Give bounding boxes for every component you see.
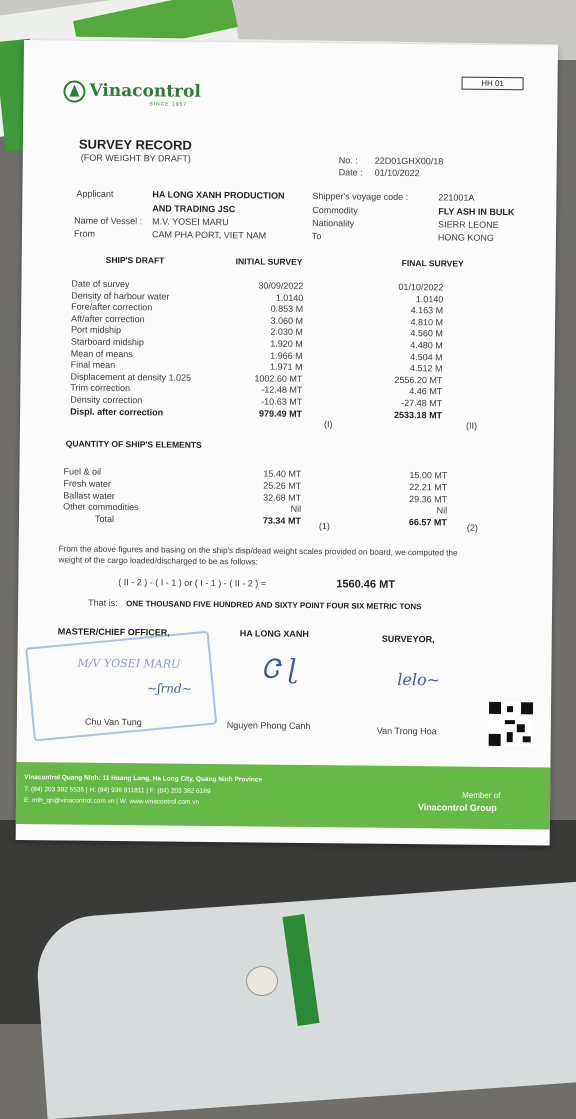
qr-code-icon <box>489 702 533 746</box>
date-value: 01/10/2022 <box>374 167 420 179</box>
commodity-label: Commodity <box>312 205 358 216</box>
computation-text-2: weight of the cargo loaded/discharged to be as follows: <box>58 555 258 567</box>
brand-name: Vinacontrol <box>89 80 201 102</box>
vinacontrol-logo-icon <box>63 80 85 102</box>
element-cell-initial: 25.26 MT <box>263 480 302 491</box>
draft-cell-final: 4.810 M <box>410 316 444 328</box>
words-label: That is: <box>88 597 118 609</box>
master-signature: ~ʃrnd~ <box>147 681 192 696</box>
draft-cell-initial: 1.966 M <box>270 350 303 361</box>
document-subtitle: (FOR WEIGHT BY DRAFT) <box>80 152 191 164</box>
applicant-value-2: AND TRADING JSC <box>152 203 236 215</box>
draft-cell-label: Density of harbour water <box>71 290 170 302</box>
surveyor-name: Van Trong Hoa <box>376 725 437 737</box>
draft-cell-final: 4.560 M <box>410 328 443 339</box>
no-value: 22D01GHX00/18 <box>374 155 444 167</box>
draft-cell-final: 1.0140 <box>415 293 444 304</box>
elements-initial-marker: (1) <box>318 521 330 532</box>
draft-cell-initial: 1.971 M <box>270 361 303 373</box>
company-signature: Ꮳ ɭ <box>261 654 298 685</box>
element-cell-initial: 15.40 MT <box>263 468 302 479</box>
document-title: SURVEY RECORD <box>78 136 192 153</box>
from-label: From <box>73 228 96 239</box>
applicant-value: HA LONG XANH PRODUCTION <box>152 189 285 201</box>
footer-phone: T: (84) 203 382 5535 | H: (84) 936 911811 | F: (84) 203 382 6169 <box>24 786 211 795</box>
date-label: Date : <box>338 167 363 178</box>
draft-cell-label: Aft/after correction <box>71 313 145 325</box>
from-value: CAM PHA PORT, VIET NAM <box>151 229 267 241</box>
voyage-label: Shipper's voyage code : <box>312 191 409 203</box>
draft-cell-label: Mean of means <box>70 348 133 359</box>
computation-formula: ( II - 2 ) - ( I - 1 ) or ( I - 1 ) - ( II - 2 ) = <box>118 577 267 589</box>
draft-cell-initial: 1.0140 <box>275 292 304 303</box>
form-code: HH 01 <box>462 77 524 91</box>
surveyor-title: SURVEYOR, <box>381 633 435 645</box>
draft-cell-final: 4.480 M <box>410 340 443 351</box>
element-cell-initial: 73.34 MT <box>262 515 302 527</box>
draft-cell-label: Density correction <box>70 394 143 406</box>
footer-address: Vinacontrol Quang Ninh: 11 Hoang Long, Ha Long City, Quang Ninh Province <box>24 774 263 784</box>
draft-cell-final: 01/10/2022 <box>398 281 444 293</box>
element-cell-label: Other commodities <box>63 501 139 513</box>
col-final-survey: FINAL SURVEY <box>401 257 464 269</box>
element-cell-initial: Nil <box>290 504 302 515</box>
company-title: HA LONG XANH <box>239 628 310 640</box>
draft-cell-label: Final mean <box>70 359 116 371</box>
draft-cell-label: Displ. after correction <box>70 406 164 418</box>
draft-cell-label: Starboard midship <box>70 336 144 348</box>
col-ships-draft: SHIP'S DRAFT <box>105 254 165 266</box>
member-group: Vinacontrol Group <box>417 802 497 813</box>
surveyor-signature: lelo~ <box>397 669 441 690</box>
stamp-text: M/V YOSEI MARU <box>77 656 181 671</box>
element-cell-label: Fresh water <box>63 478 111 489</box>
draft-cell-label: Port midship <box>70 324 122 336</box>
element-cell-final: 29.36 MT <box>409 493 448 505</box>
draft-cell-initial: 3.060 M <box>270 315 304 326</box>
nationality-value: SIERR LEONE <box>438 219 499 230</box>
element-cell-label: Fuel & oil <box>63 466 102 477</box>
vessel-label: Name of Vessel : <box>74 215 143 227</box>
nationality-label: Nationality <box>312 218 355 229</box>
result-in-words: ONE THOUSAND FIVE HUNDRED AND SIXTY POINT FOUR SIX METRIC TONS <box>126 599 422 612</box>
draft-cell-final: 2533.18 MT <box>394 409 443 420</box>
master-name: Chu Van Tung <box>84 716 142 728</box>
draft-cell-final: 4.504 M <box>410 351 443 362</box>
master-title: MASTER/CHIEF OFFICER, <box>57 626 170 638</box>
company-name: Nguyen Phong Canh <box>226 720 311 732</box>
elements-final-marker: (2) <box>466 522 478 533</box>
computation-result: 1560.46 MT <box>336 578 396 591</box>
element-cell-initial: 32.68 MT <box>263 492 302 503</box>
no-label: No. : <box>338 155 358 166</box>
draft-cell-initial: 0.853 M <box>270 303 304 315</box>
draft-cell-final: 4.512 M <box>410 363 443 374</box>
draft-cell-initial: 1002.60 MT <box>254 373 303 384</box>
draft-cell-initial: 979.49 MT <box>259 408 303 419</box>
initial-marker: (I) <box>323 419 333 430</box>
draft-cell-initial: -10.63 MT <box>261 396 303 407</box>
draft-cell-label: Trim correction <box>70 382 131 394</box>
draft-cell-initial: -12.48 MT <box>261 384 303 396</box>
voyage-value: 221001A <box>438 192 475 203</box>
draft-cell-initial: 1.920 M <box>270 338 303 349</box>
elements-heading: QUANTITY OF SHIP'S ELEMENTS <box>65 438 202 450</box>
draft-cell-initial: 2.030 M <box>270 326 304 338</box>
draft-cell-label: Displacement at density 1.025 <box>70 371 192 383</box>
element-cell-label: Ballast water <box>63 490 115 501</box>
to-value: HONG KONG <box>437 232 495 243</box>
survey-document <box>16 40 558 846</box>
draft-cell-final: 4.163 M <box>410 305 444 316</box>
to-label: To <box>311 231 322 242</box>
commodity-value: FLY ASH IN BULK <box>438 206 515 218</box>
document-footer <box>16 762 551 830</box>
draft-cell-final: 2556.20 MT <box>394 374 443 386</box>
element-cell-label: Total <box>94 513 115 525</box>
final-marker: (II) <box>465 420 478 431</box>
col-initial-survey: INITIAL SURVEY <box>235 256 303 267</box>
brand-since: SINCE 1957 <box>149 101 188 108</box>
computation-text: From the above figures and basing on the ship's disp/dead weight scales provided on board, we computed the <box>58 544 458 558</box>
draft-cell-final: 4.46 MT <box>409 386 443 397</box>
shirt-button <box>246 966 278 996</box>
member-of: Member of <box>462 790 501 801</box>
footer-web: E: mth_qn@vinacontrol.com.vn | W: www.vinacontrol.com.vn <box>23 797 200 806</box>
element-cell-final: 15.00 MT <box>409 470 448 481</box>
element-cell-final: 22.21 MT <box>409 481 448 493</box>
vessel-value: M.V. YOSEI MARU <box>152 216 229 228</box>
draft-cell-initial: 30/09/2022 <box>258 280 304 291</box>
draft-cell-label: Fore/after correction <box>71 301 153 313</box>
element-cell-final: Nil <box>436 505 448 516</box>
element-cell-final: 66.57 MT <box>408 517 448 528</box>
draft-cell-final: -27.48 MT <box>401 397 443 409</box>
draft-cell-label: Date of survey <box>71 278 130 290</box>
applicant-label: Applicant <box>76 188 114 199</box>
